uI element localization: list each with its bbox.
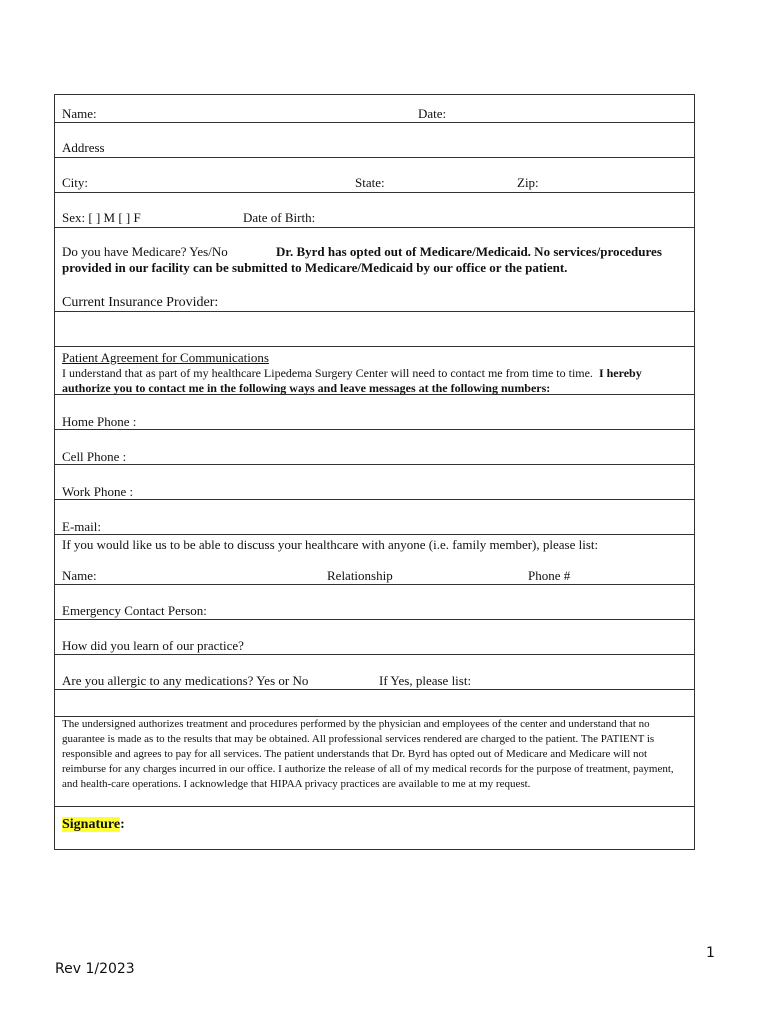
- email-field[interactable]: E-mail:: [62, 519, 101, 534]
- row-discuss-contacts: [55, 535, 694, 585]
- referral-source-field[interactable]: How did you learn of our practice?: [62, 638, 244, 653]
- row-address: [55, 123, 694, 158]
- row-communications-agreement: [55, 347, 694, 395]
- medicare-notice-line1: Dr. Byrd has opted out of Medicare/Medicaid. No services/procedures: [276, 244, 662, 259]
- relationship-field[interactable]: Relationship: [327, 568, 393, 583]
- emergency-contact-field[interactable]: Emergency Contact Person:: [62, 603, 207, 618]
- row-work-phone: [55, 465, 694, 500]
- row-sex-dob: [55, 193, 694, 228]
- contact-name-field[interactable]: Name:: [62, 568, 97, 583]
- row-cell-phone: [55, 430, 694, 465]
- agreement-text-line2: authorize you to contact me in the following ways and leave messages at the following numbers:: [62, 381, 551, 395]
- row-signature: [55, 807, 694, 849]
- contact-phone-field[interactable]: Phone #: [528, 568, 571, 583]
- allergy-list-field[interactable]: If Yes, please list:: [379, 673, 472, 688]
- row-allergies: [55, 655, 694, 690]
- row-allergy-blank[interactable]: [55, 690, 694, 717]
- row-emergency-contact: [55, 585, 694, 620]
- agreement-text-line1: I understand that as part of my healthcare Lipedema Surgery Center will need to contact me from time to time. I hereby: [62, 366, 642, 380]
- dob-field[interactable]: Date of Birth:: [243, 210, 316, 225]
- sex-checkboxes[interactable]: Sex: [ ] M [ ] F: [62, 210, 141, 225]
- allergy-question[interactable]: Are you allergic to any medications? Yes or No: [62, 673, 309, 688]
- row-consent: [55, 717, 694, 807]
- zip-field[interactable]: Zip:: [517, 175, 539, 190]
- consent-text: The undersigned authorizes treatment and procedures performed by the physician and employees of the center and understand that no guarantee is made as to the results that may be obtained. All professional services rendered are charged to the patient. The PATIENT is responsible and agrees to pay for all services. The patient understands that Dr. Byrd has opted out of Medicare and Medicare will not reimburse for any charges incurred in our office. I authorize the release of all of my medical records for the purpose of treatment, payment, and health-care operations. I acknowledge that HIPAA privacy practices are available to me at my request.: [62, 718, 674, 790]
- row-email: [55, 500, 694, 535]
- agreement-title: Patient Agreement for Communications: [62, 350, 269, 365]
- row-referral-source: [55, 620, 694, 655]
- row-home-phone: [55, 395, 694, 430]
- row-insurance-blank[interactable]: [55, 312, 694, 347]
- city-field[interactable]: City:: [62, 175, 89, 190]
- date-field[interactable]: Date:: [418, 106, 447, 121]
- revision-label: Rev 1/2023: [55, 961, 135, 977]
- insurance-provider-field[interactable]: Current Insurance Provider:: [62, 295, 219, 310]
- discuss-label: If you would like us to be able to discuss your healthcare with anyone (i.e. family member), please list:: [62, 537, 599, 552]
- address-field[interactable]: Address: [62, 140, 105, 155]
- row-name-date: [55, 95, 694, 123]
- medicare-notice-line2: provided in our facility can be submitted to Medicare/Medicaid by our office or the patient.: [62, 260, 568, 275]
- medicare-question[interactable]: Do you have Medicare? Yes/No: [62, 244, 228, 259]
- cell-phone-field[interactable]: Cell Phone :: [62, 449, 127, 464]
- signature-field[interactable]: Signature:: [62, 817, 125, 832]
- page-number: 1: [706, 945, 715, 961]
- state-field[interactable]: State:: [355, 175, 385, 190]
- row-city-state-zip: [55, 158, 694, 193]
- home-phone-field[interactable]: Home Phone :: [62, 414, 137, 429]
- signature-label: Signature: [62, 817, 121, 832]
- work-phone-field[interactable]: Work Phone :: [62, 484, 134, 499]
- name-field[interactable]: Name:: [62, 106, 97, 121]
- patient-intake-form: [54, 94, 695, 850]
- row-medicare-insurance: [55, 228, 694, 312]
